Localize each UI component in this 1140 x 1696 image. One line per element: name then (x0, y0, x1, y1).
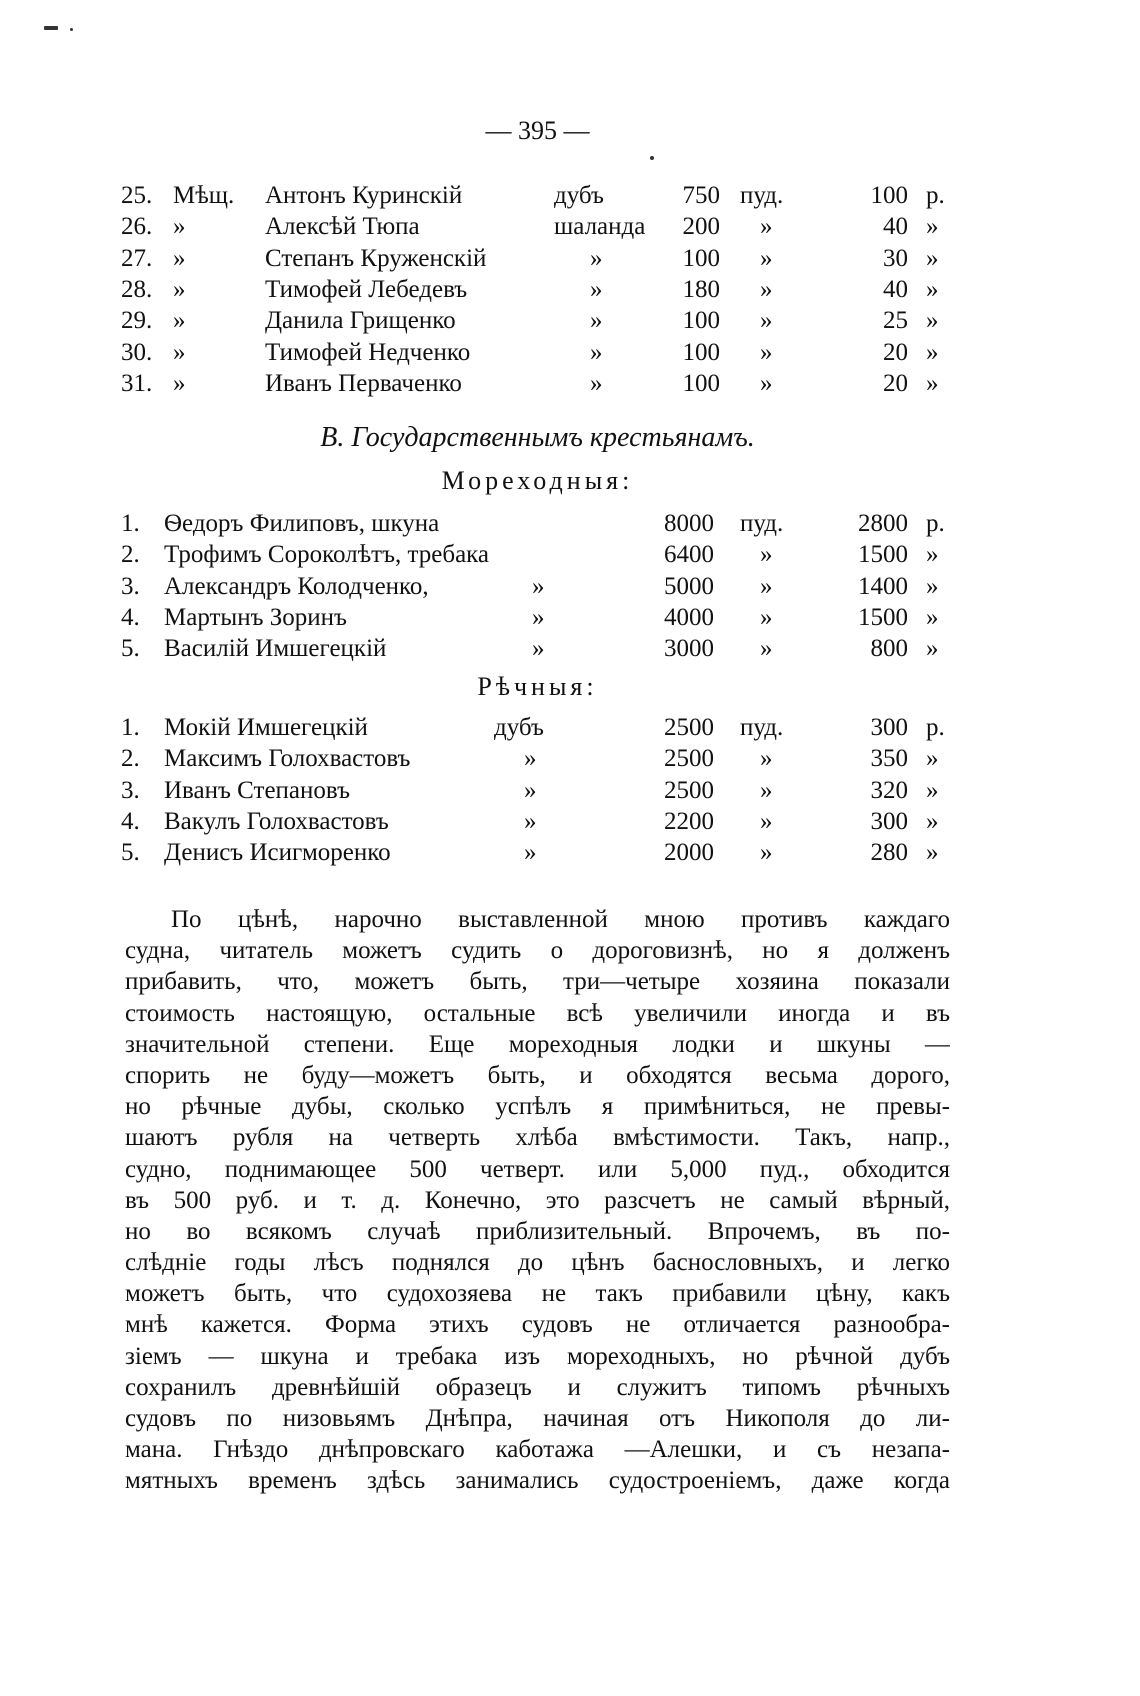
boat-type: шаланда (554, 213, 646, 241)
boat-type: » (524, 839, 537, 867)
capacity-unit: » (760, 776, 773, 804)
seagoing-subheading: Мореходныя: (441, 466, 634, 495)
capacity: 2500 (664, 714, 714, 741)
price: 320 (870, 776, 908, 804)
price: 40 (883, 213, 908, 241)
paragraph-line: въ 500 руб. и т. д. Конечно, это разсчетъ не самый вѣрный, (125, 1186, 950, 1214)
capacity: 2500 (664, 745, 714, 773)
row-number: 3. (121, 572, 140, 600)
capacity-unit: » (760, 275, 773, 303)
scan-speck (70, 28, 73, 31)
row-number: 30. (121, 338, 153, 366)
row-number: 2. (121, 745, 140, 773)
row-number: 31. (121, 369, 153, 397)
owner-name: Мартынъ Зоринъ (164, 603, 347, 631)
scan-speck (650, 156, 654, 160)
price: 20 (883, 369, 908, 397)
price: 2800 (858, 510, 908, 537)
owner-name: Степанъ Круженскій (265, 244, 487, 272)
table-row (0, 245, 1140, 277)
capacity-unit: » (760, 541, 773, 569)
river-subheading: Рѣчныя: (477, 672, 598, 701)
price: 1400 (858, 572, 908, 600)
capacity: 180 (682, 275, 720, 303)
boat-type: » (524, 807, 537, 835)
capacity-unit: » (760, 745, 773, 773)
boat-type: » (532, 603, 545, 631)
row-rank: » (173, 213, 186, 241)
section-b-heading: В. Государственнымъ крестьянамъ. (320, 422, 755, 453)
row-number: 27. (121, 244, 153, 272)
table-row (0, 339, 1140, 371)
price: 30 (883, 244, 908, 272)
currency: р. (926, 714, 945, 741)
page-number: — 395 — (485, 116, 590, 145)
owner-name: Вакулъ Голохвастовъ (164, 807, 389, 835)
scan-speck (44, 26, 58, 30)
boat-type: » (590, 338, 603, 366)
owner-name: Василій Имшегецкій (164, 635, 387, 663)
row-number: 3. (121, 776, 140, 804)
capacity: 6400 (664, 541, 714, 569)
boat-type: дубъ (554, 182, 604, 209)
price: 20 (883, 338, 908, 366)
currency: » (926, 275, 939, 303)
table-row (0, 604, 1140, 636)
currency: » (926, 369, 939, 397)
capacity-unit: » (760, 572, 773, 600)
owner-name: Иванъ Степановъ (164, 776, 351, 804)
boat-type: » (524, 745, 537, 773)
currency: » (926, 244, 939, 272)
row-rank: » (173, 369, 186, 397)
owner-name: Александръ Колодченко, (164, 572, 429, 600)
table-row (0, 276, 1140, 308)
capacity: 3000 (664, 635, 714, 663)
boat-type: » (532, 572, 545, 600)
paragraph-line: судна, читатель можетъ судить о дороговизнѣ, но я долженъ (125, 937, 950, 965)
boat-type: » (590, 369, 603, 397)
capacity-unit: » (760, 213, 773, 241)
capacity-unit: » (760, 807, 773, 835)
table-row (0, 510, 1140, 542)
paragraph-line: стоимость настоящую, остальные всѣ увеличили иногда и въ (125, 999, 950, 1027)
table-row (0, 839, 1140, 871)
row-number: 5. (121, 839, 140, 867)
price: 1500 (858, 603, 908, 631)
paragraph-line: можетъ быть, что судохозяева не такъ прибавили цѣну, какъ (125, 1280, 950, 1308)
row-rank: » (173, 275, 186, 303)
paragraph-line: мнѣ кажется. Форма этихъ судовъ не отличается разнообра- (125, 1311, 950, 1339)
row-rank: » (173, 307, 186, 335)
capacity: 100 (682, 369, 720, 397)
boat-type: » (524, 776, 537, 804)
capacity: 2500 (664, 776, 714, 804)
owner-name: Иванъ Перваченко (265, 369, 462, 397)
table-row (0, 213, 1140, 245)
owner-name: Денисъ Исигморенко (164, 839, 391, 867)
price: 25 (883, 307, 908, 335)
currency: » (926, 635, 939, 663)
owner-name: Данила Грищенко (265, 307, 456, 335)
boat-type: » (590, 307, 603, 335)
table-row (0, 307, 1140, 339)
capacity: 200 (682, 213, 720, 241)
price: 800 (870, 635, 908, 663)
owner-name: Ѳедоръ Филиповъ, шкуна (164, 510, 440, 537)
price: 1500 (858, 541, 908, 569)
paragraph-line: судно, поднимающее 500 четверт. или 5,000 пуд., обходится (125, 1155, 950, 1183)
row-rank: » (173, 338, 186, 366)
paragraph-line: шаютъ рубля на четверть хлѣба вмѣстимости. Такъ, напр., (125, 1124, 950, 1152)
currency: » (926, 572, 939, 600)
row-rank: Мѣщ. (173, 182, 235, 209)
capacity: 750 (682, 182, 720, 209)
capacity-unit: » (760, 369, 773, 397)
paragraph-line: сохранилъ древнѣйшій образецъ и служитъ типомъ рѣчныхъ (125, 1373, 950, 1401)
row-number: 29. (121, 307, 153, 335)
currency: » (926, 338, 939, 366)
table-row (0, 541, 1140, 573)
capacity-unit: пуд. (740, 714, 784, 741)
owner-name: Трофимъ Сороколѣтъ, требака (164, 541, 490, 569)
table-row (0, 573, 1140, 605)
price: 100 (870, 182, 908, 209)
paragraph-line: значительной степени. Еще мореходныя лодки и шкуны — (125, 1030, 950, 1058)
owner-name: Антонъ Куринскій (265, 182, 463, 209)
owner-name: Максимъ Голохвастовъ (164, 745, 411, 773)
currency: » (926, 776, 939, 804)
paragraph-line: мана. Гнѣздо днѣпровскаго каботажа —Алешки, и съ незапа- (125, 1436, 950, 1464)
currency: » (926, 213, 939, 241)
currency: » (926, 745, 939, 773)
capacity: 100 (682, 244, 720, 272)
currency: » (926, 839, 939, 867)
table-row (0, 182, 1140, 214)
paragraph-line: прибавить, что, можетъ быть, три—четыре хозяина показали (125, 968, 950, 996)
currency: » (926, 307, 939, 335)
paragraph-line: По цѣнѣ, нарочно выставленной мною противъ каждаго (171, 906, 950, 933)
table-row (0, 635, 1140, 667)
boat-type: дубъ (494, 714, 544, 741)
paragraph-line: судовъ по низовьямъ Днѣпра, начиная отъ Никополя до ли- (125, 1405, 950, 1432)
owner-name: Алексѣй Тюпа (265, 213, 420, 241)
currency: р. (926, 510, 945, 537)
capacity: 2200 (664, 807, 714, 835)
price: 350 (870, 745, 908, 773)
table-row (0, 745, 1140, 777)
row-number: 1. (121, 714, 140, 741)
capacity: 2000 (664, 839, 714, 867)
capacity-unit: » (760, 635, 773, 663)
paragraph-line: но во всякомъ случаѣ приблизительный. Впрочемъ, въ по- (125, 1217, 950, 1245)
row-number: 1. (121, 510, 140, 537)
table-row (0, 370, 1140, 402)
row-number: 28. (121, 275, 153, 303)
paragraph-line: мятныхъ временъ здѣсь занимались судостроеніемъ, даже когда (125, 1467, 950, 1495)
capacity-unit: » (760, 839, 773, 867)
price: 300 (870, 807, 908, 835)
row-number: 4. (121, 807, 140, 835)
capacity: 8000 (664, 510, 714, 537)
table-row (0, 714, 1140, 746)
capacity-unit: » (760, 307, 773, 335)
capacity: 4000 (664, 603, 714, 631)
capacity-unit: » (760, 338, 773, 366)
owner-name: Тимофей Недченко (265, 338, 471, 366)
paragraph-line: зіемъ — шкуна и требака изъ мореходныхъ, но рѣчной дубъ (125, 1342, 950, 1370)
currency: » (926, 603, 939, 631)
row-number: 2. (121, 541, 140, 569)
capacity: 100 (682, 307, 720, 335)
paragraph-line: но рѣчные дубы, сколько успѣлъ я примѣниться, не превы- (125, 1093, 950, 1121)
body-paragraph (125, 904, 950, 1497)
capacity-unit: » (760, 244, 773, 272)
capacity-unit: » (760, 603, 773, 631)
price: 300 (870, 714, 908, 741)
currency: » (926, 807, 939, 835)
row-rank: » (173, 244, 186, 272)
owner-name: Тимофей Лебедевъ (265, 275, 468, 303)
row-number: 5. (121, 635, 140, 663)
boat-type: » (590, 275, 603, 303)
table-row (0, 777, 1140, 809)
capacity-unit: пуд. (740, 182, 784, 209)
capacity: 100 (682, 338, 720, 366)
row-number: 25. (121, 182, 153, 209)
table-row (0, 808, 1140, 840)
currency: р. (926, 182, 945, 209)
price: 40 (883, 275, 908, 303)
paragraph-line: слѣдніе годы лѣсъ поднялся до цѣнъ баснословныхъ, и легко (125, 1249, 950, 1277)
row-number: 4. (121, 603, 140, 631)
owner-name: Мокій Имшегецкій (164, 714, 368, 741)
currency: » (926, 541, 939, 569)
paragraph-line: спорить не буду—можетъ быть, и обходятся весьма дорого, (125, 1061, 950, 1089)
row-number: 26. (121, 213, 153, 241)
price: 280 (870, 839, 908, 867)
capacity-unit: пуд. (740, 510, 784, 537)
boat-type: » (590, 244, 603, 272)
capacity: 5000 (664, 572, 714, 600)
boat-type: » (532, 635, 545, 663)
